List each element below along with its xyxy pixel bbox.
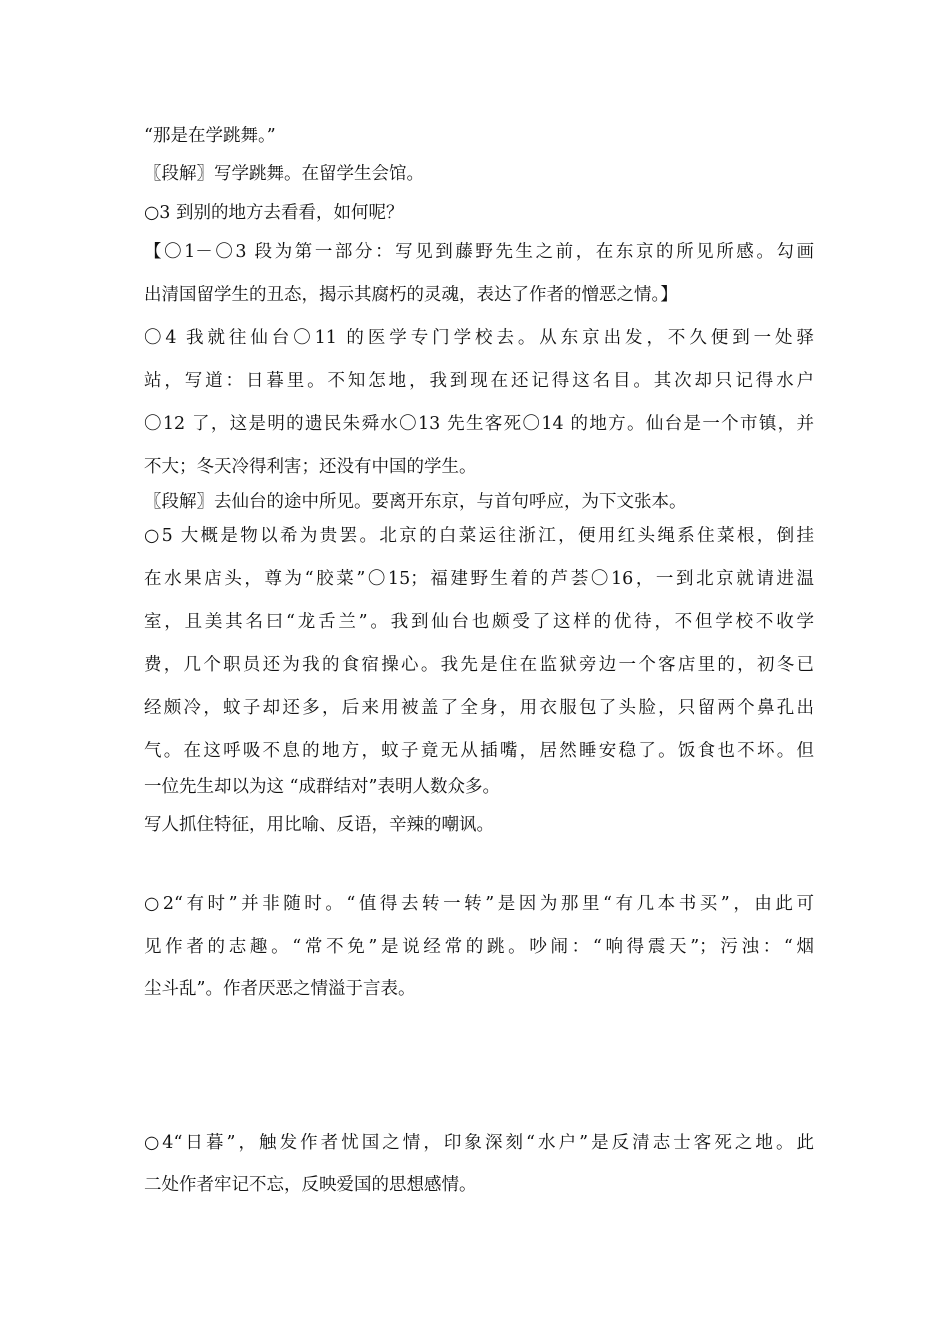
text-line: 一位先生却以为这 “成群结对”表明人数众多。: [144, 777, 500, 797]
text-line: “那是在学跳舞。”: [144, 126, 276, 146]
text-line: 二处作者牢记不忘，反映爱国的思想感情。: [144, 1175, 477, 1195]
text-line: 尘斗乱”。作者厌恶之情溢于言表。: [144, 979, 416, 999]
text-line: 〇12 了，这是明的遗民朱舜水〇13 先生客死〇14 的地方。仙台是一个市镇，并: [144, 414, 814, 434]
text-line: 〖段解〗去仙台的途中所见。要离开东京，与首句呼应，为下文张本。: [144, 492, 687, 512]
text-line: 气。在这呼吸不息的地方，蚊子竟无从插嘴，居然睡安稳了。饭食也不坏。但: [144, 741, 814, 761]
text-line: ○5 大概是物以希为贵罢。北京的白菜运往浙江，便用红头绳系住菜根，倒挂: [144, 526, 814, 546]
text-line: 见作者的志趣。“常不免”是说经常的跳。吵闹：“响得震天”；污浊：“烟: [144, 937, 814, 957]
text-line: 出清国留学生的丑态，揭示其腐朽的灵魂，表达了作者的憎恶之情。】: [144, 285, 678, 305]
text-line: 【〇1－〇3 段为第一部分：写见到藤野先生之前，在东京的所见所感。勾画: [144, 242, 814, 262]
text-line: 费，几个职员还为我的食宿操心。我先是住在监狱旁边一个客店里的，初冬已: [144, 655, 814, 675]
text-line: 站，写道：日暮里。不知怎地，我到现在还记得这名目。其次却只记得水户: [144, 371, 814, 391]
text-line: 不大；冬天冷得利害；还没有中国的学生。: [144, 457, 477, 477]
text-line: ○2“有时”并非随时。“值得去转一转”是因为那里“有几本书买”，由此可: [144, 894, 814, 914]
text-line: 经颇冷，蚊子却还多，后来用被盖了全身，用衣服包了头脸，只留两个鼻孔出: [144, 698, 814, 718]
text-line: ○3 到别的地方去看看，如何呢？: [144, 203, 404, 223]
text-line: 写人抓住特征，用比喻、反语，辛辣的嘲讽。: [144, 815, 494, 835]
text-line: ○4“日暮”，触发作者忧国之情，印象深刻“水户”是反清志士客死之地。此: [144, 1133, 814, 1153]
text-line: 〇4 我就往仙台〇11 的医学专门学校去。从东京出发，不久便到一处驿: [144, 328, 814, 348]
text-line: 在水果店头，尊为“胶菜”〇15；福建野生着的芦荟〇16，一到北京就请进温: [144, 569, 814, 589]
text-line: 〖段解〗写学跳舞。在留学生会馆。: [144, 164, 424, 184]
text-line: 室，且美其名曰“龙舌兰”。我到仙台也颇受了这样的优待，不但学校不收学: [144, 612, 814, 632]
